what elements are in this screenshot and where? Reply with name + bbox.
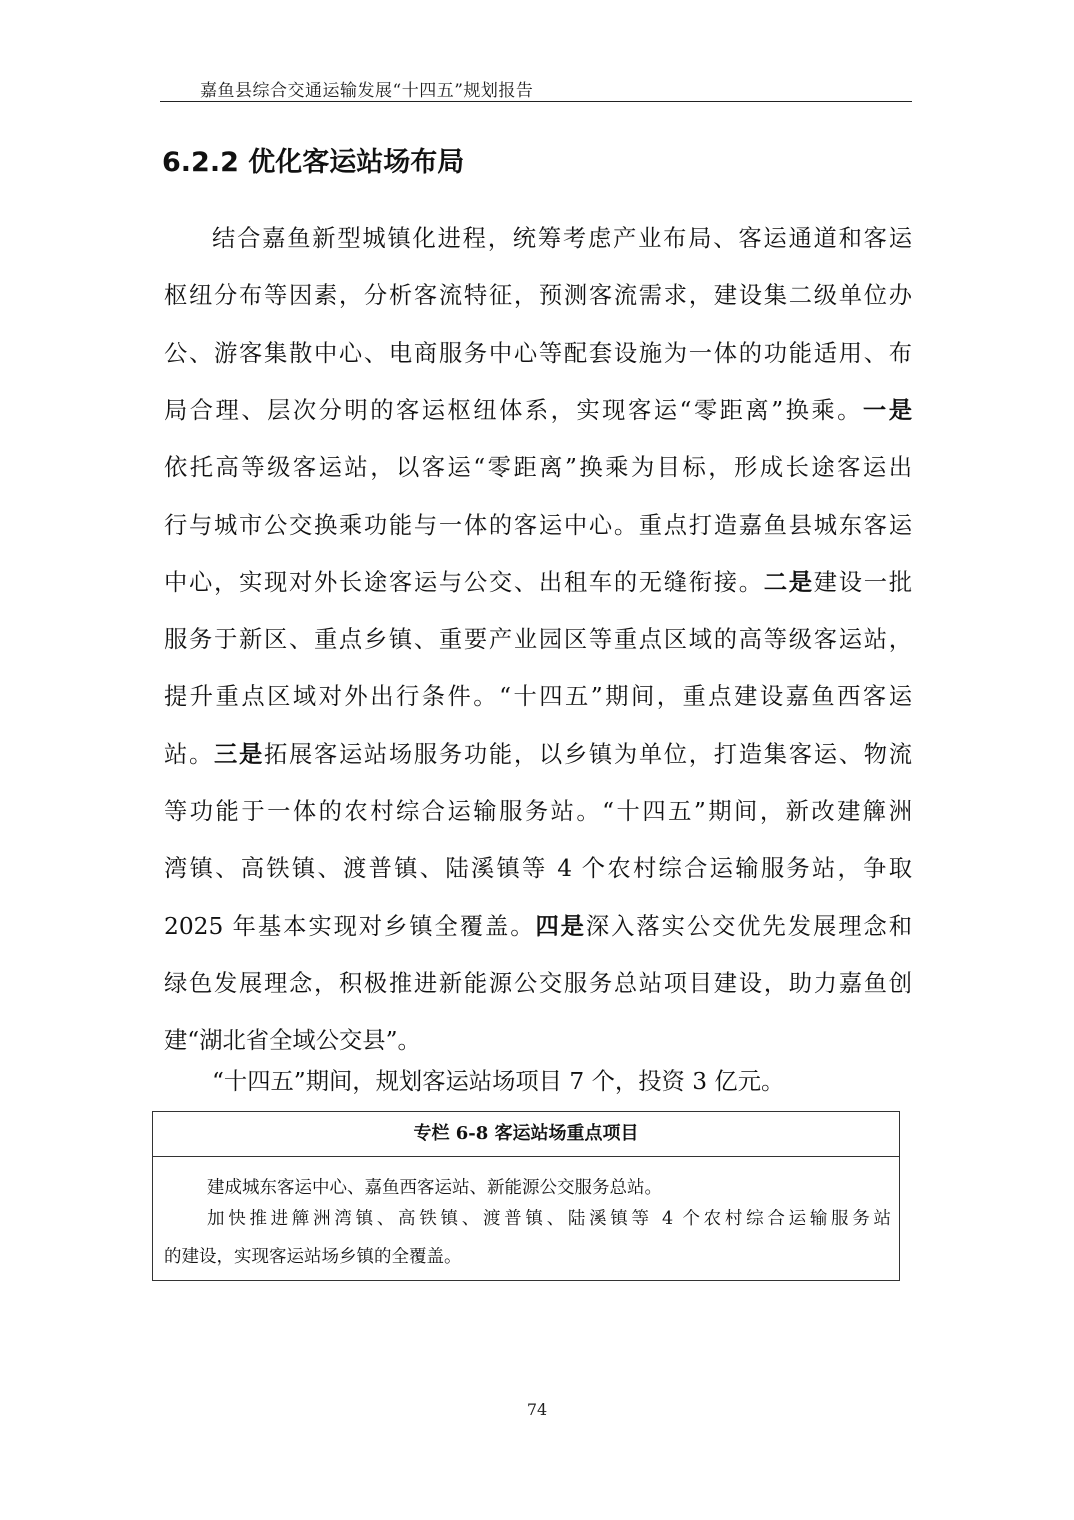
text-run: 拓展客运站场服务功能，以乡镇为单位，打造集客运、物流 xyxy=(263,740,913,768)
paragraph-line xyxy=(164,680,912,714)
text-run: 提升重点区域对外出行条件。“十四五”期间，重点建设嘉鱼西客运 xyxy=(164,683,912,711)
paragraph-line xyxy=(164,795,912,829)
emphasis-marker: 二是 xyxy=(763,568,814,596)
text-run: 深入落实公交优先发展理念和 xyxy=(585,912,913,940)
running-header: 嘉鱼县综合交通运输发展“十四五”规划报告 xyxy=(200,81,534,101)
text-run: 站。 xyxy=(164,740,214,768)
emphasis-marker: 四是 xyxy=(535,912,586,940)
paragraph-line xyxy=(164,738,912,772)
text-run: 公、游客集散中心、电商服务中心等配套设施为一体的功能适用、布 xyxy=(164,339,912,367)
paragraph-line xyxy=(164,910,912,944)
text-run: 2025 年基本实现对乡镇全覆盖。 xyxy=(164,912,536,940)
page-number: 74 xyxy=(526,1400,548,1419)
paragraph-line xyxy=(164,279,912,313)
header-divider xyxy=(160,101,912,102)
paragraph-line xyxy=(164,566,912,600)
paragraph-line xyxy=(164,967,912,1001)
column-box-line: 建成城东客运中心、嘉鱼西客运站、新能源公交服务总站。 xyxy=(207,1178,662,1198)
text-run: 服务于新区、重点乡镇、重要产业园区等重点区域的高等级客运站， xyxy=(164,626,912,654)
paragraph-line xyxy=(164,394,912,428)
paragraph-line xyxy=(164,451,912,485)
column-box-title: 专栏 6-8 客运站场重点项目 xyxy=(153,1112,899,1157)
text-run: 结合嘉鱼新型城镇化进程，统筹考虑产业布局、客运通道和客运 xyxy=(212,225,912,252)
paragraph-line xyxy=(164,1024,912,1058)
text-run: 局合理、层次分明的客运枢纽体系，实现客运“零距离”换乘。 xyxy=(164,396,863,424)
section-title: 6.2.2 优化客运站场布局 xyxy=(162,147,465,178)
column-box xyxy=(152,1111,900,1281)
text-run: 依托高等级客运站，以客运“零距离”换乘为目标，形成长途客运出 xyxy=(164,454,912,482)
text-run: 建设一批 xyxy=(813,568,913,596)
text-run: 行与城市公交换乘功能与一体的客运中心。重点打造嘉鱼县城东客运 xyxy=(164,511,912,539)
paragraph-line xyxy=(164,509,912,543)
paragraph-line xyxy=(164,623,912,657)
column-box-line: 的建设，实现客运站场乡镇的全覆盖。 xyxy=(164,1247,462,1267)
text-run: 等功能于一体的农村综合运输服务站。“十四五”期间，新改建簰洲 xyxy=(164,798,912,825)
paragraph-line xyxy=(164,852,912,886)
summary-line: “十四五”期间，规划客运站场项目 7 个，投资 3 亿元。 xyxy=(212,1068,785,1095)
text-run: 中心，实现对外长途客运与公交、出租车的无缝衔接。 xyxy=(164,568,764,596)
column-box-line: 加快推进簰洲湾镇、高铁镇、渡普镇、陆溪镇等 4 个农村综合运输服务站 xyxy=(207,1209,891,1229)
text-run: 建“湖北省全域公交县”。 xyxy=(164,1027,421,1055)
paragraph-line xyxy=(164,337,912,371)
text-run: 枢纽分布等因素，分析客流特征，预测客流需求，建设集二级单位办 xyxy=(164,282,912,310)
text-run: 湾镇、高铁镇、渡普镇、陆溪镇等 4 个农村综合运输服务站，争取 xyxy=(164,855,912,883)
text-run: 绿色发展理念，积极推进新能源公交服务总站项目建设，助力嘉鱼创 xyxy=(164,969,912,997)
paragraph-line xyxy=(212,222,912,256)
emphasis-marker: 三是 xyxy=(213,740,264,768)
emphasis-marker: 一是 xyxy=(862,396,912,424)
